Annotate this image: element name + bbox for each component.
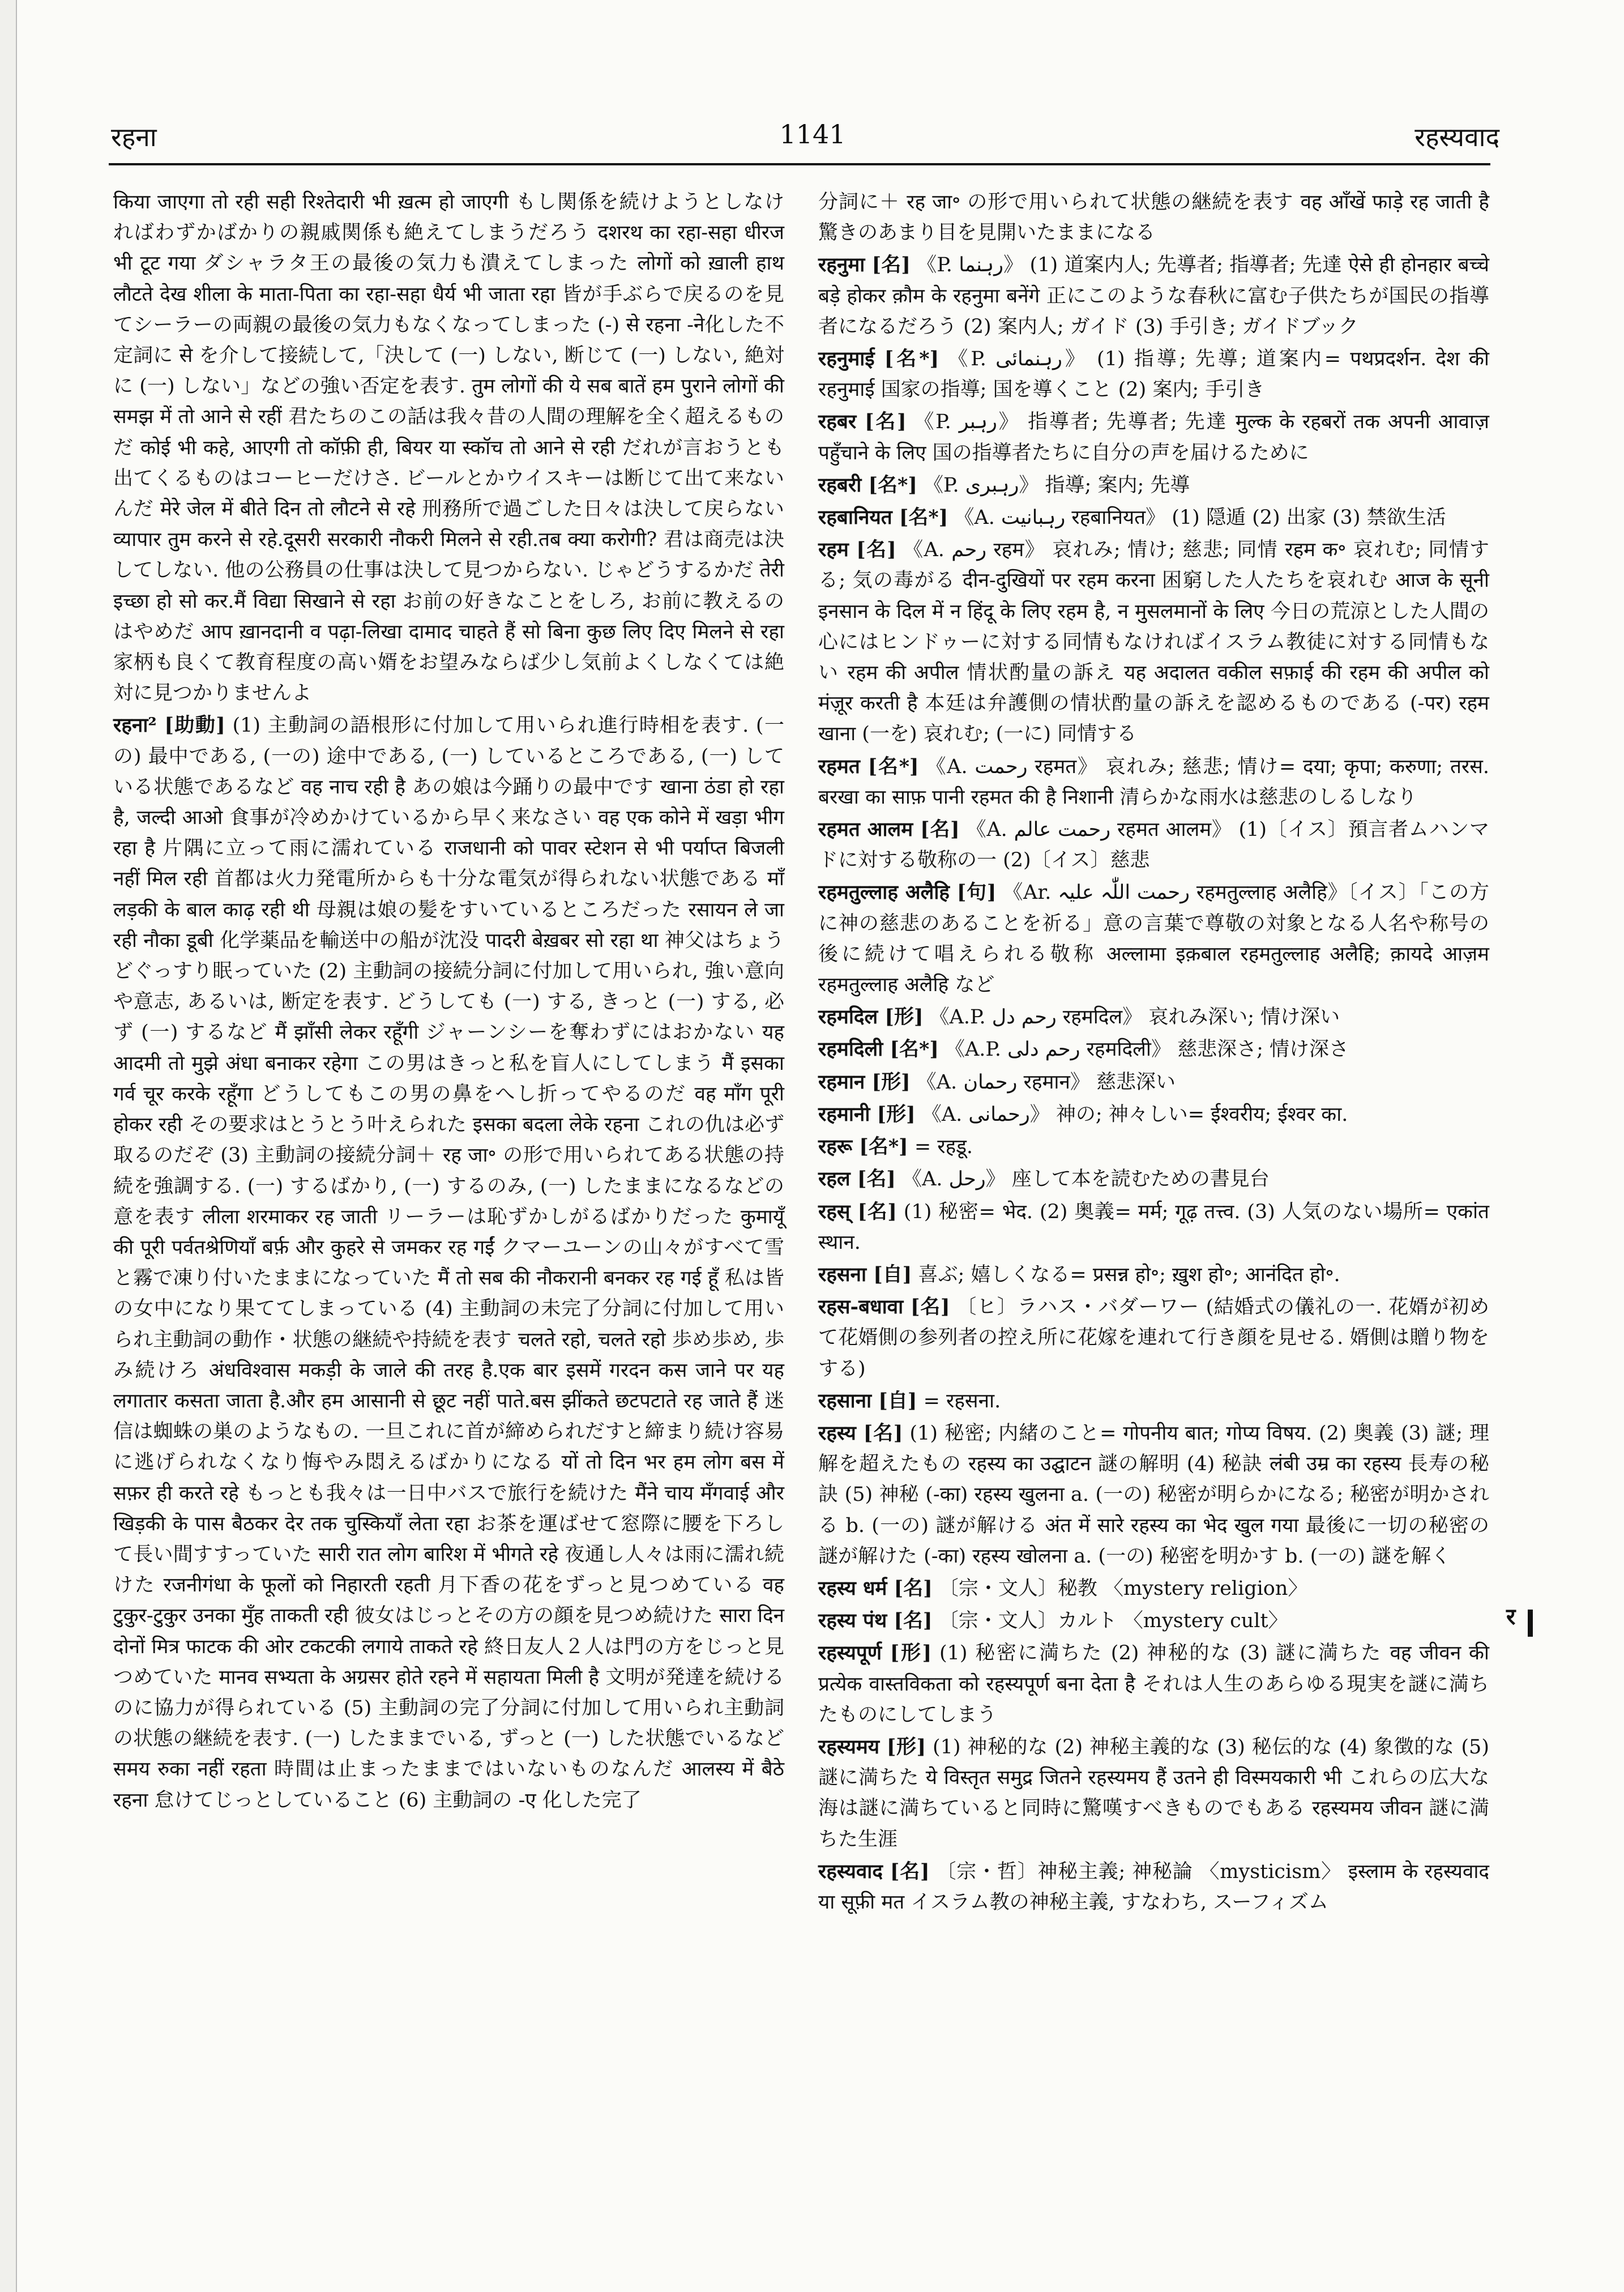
thumb-index-letter: र (1506, 1603, 1516, 1630)
dictionary-entry (818, 752, 1489, 813)
entry-definition: 《A.P. رحم دلی रहमदिली》 慈悲深さ; 情け深さ (945, 1038, 1349, 1061)
entry-headword: रहम [名] (818, 538, 896, 562)
entry-definition: (1) 神秘的な (2) 神秘主義的な (3) 秘伝的な (4) 象徴的な (5) 謎に満ちた ये विस्तृत समुद्र जितने रहस्यमय हैं उतने ही विस्मयकारी भी これらの広大な海は謎に満ちていると同時に驚嘆すべきものでもある रहस्यमय जीवन 謎に満ちた生涯 (818, 1735, 1489, 1851)
entry-definition: किया जाएगा तो रही सही रिश्तेदारी भी ख़त्म हो जाएगी もし関係を続けようとしなければわずかばかりの親戚関係も絶えてしまうだろう दशरथ का रहा-सहा धीरज भी टूट गया ダシャラタ王の最後の気力も潰えてしまった लोगों को ख़ाली हाथ लौटते देख शीला के माता-पिता का रहा-सहा धैर्य भी जाता रहा 皆が手ぶらで戻るのを見てシーラーの両親の最後の気力もなくなってしまった (-) से रहना -ने化した不定詞に से を介して接続して,「決して (一) しない, 断じて (一) しない, 絶対に (一) しない」などの強い否定を表す. तुम लोगों की ये सब बातें हम पुराने लोगों की समझ में तो आने से रहीं 君たちのこの話は我々昔の人間の理解を全く超えるものだ कोई भी कहे, आएगी तो कॉफ़ी ही, बियर या स्कॉच तो आने से रही だれが言おうとも出てくるものはコーヒーだけさ. ビールとかウイスキーは断じて出て来ないんだ मेरे जेल में बीते दिन तो लौटने से रहे 刑務所で過ごした日々は決して戻らない व्यापार तुम करने से रहे.दूसरी सरकारी नौकरी मिलने से रही.तब क्या करोगी? 君は商売は決してしない. 他の公務員の仕事は決して見つからない. じゃどうするかだ तेरी इच्छा हो सो कर.मैं विद्या सिखाने से रहा お前の好きなことをしろ, お前に教えるのはやめだ आप ख़ानदानी व पढ़ा-लिखा दामाद चाहते हैं सो बिना कुछ लिए दिए मिलने से रहा 家柄も良くて教育程度の高い婿をお望みならば少し気前よくしなくては絶対に見つかりませんよ (113, 191, 784, 705)
right-column (818, 187, 1489, 1918)
header-right-guideword: रहस्यवाद (1414, 122, 1499, 152)
entry-definition: 《Ar. رحمت اللّٰہ علیہ रहमतुल्लाह अलैहि》〔イス〕「この方に神の慈悲のあることを祈る」意の言葉で尊敬の対象となる人名や称号の後に続けて唱えられる敬称 अल्लामा इक़बाल रहमतुल्लाह अलैहि; क़ायदे आज़म रहमतुल्लाह अलैहि など (818, 881, 1489, 997)
entry-definition: 《A. رحمانی》 神の; 神々しい= ईश्वरीय; ईश्वर का. (921, 1103, 1348, 1126)
entry-definition: 《P. رہنمائی》 (1) 指導; 先導; 道案内= पथप्रदर्शन. देश की रहनुमाई 国家の指導; 国を導くこと (2) 案内; 手引き (818, 348, 1489, 402)
header-left-guideword: रहना (111, 122, 157, 152)
entry-headword: रहस्यमय [形] (818, 1735, 926, 1759)
entry-headword: रहस्य धर्म [名] (818, 1576, 933, 1600)
entry-definition: 《P. رہبر》 指導者; 先導者; 先達 मुल्क के रहबरों तक अपनी आवाज़ पहुँचाने के लिए 国の指導者たちに自分の声を届けるために (818, 411, 1489, 464)
entry-definition: 《A. رحمان रहमान》 慈悲深い (916, 1070, 1176, 1094)
entry-definition: (1) 秘密; 内緒のこと= गोपनीय बात; गोप्य विषय. (2) 奥義 (3) 謎; 理解を超えたもの रहस्य का उद्घाटन 謎の解明 (4) 秘訣 लंबी उम्र का रहस्य 長寿の秘訣 (5) 神秘 (-का) रहस्य खुलना a. (一の) 秘密が明らかになる; 秘密が明かされる b. (一の) 謎が解ける अंत में सारे रहस्य का भेद खुल गया 最後に一切の秘密の謎が解けた (-का) रहस्य खोलना a. (一の) 秘密を明かす b. (一の) 謎を解く (818, 1422, 1489, 1568)
entry-definition: 〔宗・文人〕カルト 〈mystery cult〉 (938, 1610, 1288, 1633)
dictionary-entry (818, 1067, 1489, 1098)
dictionary-entry (818, 1164, 1489, 1194)
entry-headword: रहसाना [自] (818, 1389, 917, 1412)
page-number: 1141 (779, 119, 846, 150)
entry-definition: (1) 秘密に満ちた (2) 神秘的な (3) 謎に満ちた वह जीवन की प्रत्येक वास्तविकता को रहस्यपूर्ण बना देता है それは人生のあらゆる現実を謎に満ちたものにしてしまう (818, 1642, 1489, 1726)
dictionary-entry (818, 407, 1489, 468)
entry-headword: रहरू [名*] (818, 1135, 908, 1159)
dictionary-entry (818, 1099, 1489, 1130)
entry-headword: रहबानियत [名*] (818, 506, 948, 530)
dictionary-entry (818, 814, 1489, 876)
entry-headword: रहमत [名*] (818, 754, 919, 778)
dictionary-entry (818, 1002, 1489, 1032)
dictionary-entry (818, 1386, 1489, 1416)
dictionary-entry (818, 1197, 1489, 1258)
entry-headword: रहसना [自] (818, 1262, 912, 1286)
entry-definition: 《A. رحم रहम》 哀れみ; 情け; 慈悲; 同情 रहम क॰ 哀れむ; 同情する; 気の毒がる दीन-दुखियों पर रहम करना 困窮した人たちを哀れむ आज के सूनी इनसान के दिल में न हिंदू के लिए रहम है, न मुसलमानों के लिए 今日の荒涼とした人間の心にはヒンドゥーに対する同情もなければイスラム教徒に対する同情もない रहम की अपील 情状酌量の訴え यह अदालत वकील सफ़ाई की रहम की अपील को मंज़ूर करती है 本廷は弁護側の情状酌量の訴えを認めるものである (-पर) रहम खाना (一を) 哀れむ; (一に) 同情する (818, 539, 1489, 746)
dictionary-entry (818, 877, 1489, 1000)
dictionary-entry (818, 1573, 1489, 1604)
entry-headword: रहनुमा [名] (818, 253, 911, 277)
dictionary-entry (818, 344, 1489, 405)
dictionary-entry (818, 1292, 1489, 1384)
entry-headword: रहमत आलम [名] (818, 818, 960, 842)
dictionary-entry (818, 1418, 1489, 1572)
entry-definition: 《A. رحل》 座して本を読むための書見台 (902, 1168, 1270, 1191)
entry-definition: 〔宗・文人〕秘教 〈mystery religion〉 (938, 1577, 1308, 1600)
entry-definition: = रहडू. (914, 1136, 973, 1159)
dictionary-entry (818, 1638, 1489, 1730)
entry-definition: 《P. رہنما》 (1) 道案内人; 先導者; 指導者; 先達 ऐसे ही होनहार बच्चे बड़े होकर क़ौम के रहनुमा बनेंगे 正にこのような春秋に富む子供たちが国民の指導者になるだろう (2) 案内人; ガイド (3) 手引き; ガイドブック (818, 254, 1489, 338)
entry-headword: रहस्यवाद [名] (818, 1859, 930, 1883)
dictionary-entry (818, 1856, 1489, 1918)
header-rule (109, 163, 1490, 165)
dictionary-entry (818, 1732, 1489, 1855)
entry-definition: 分詞に＋ रह जा॰ の形で用いられて状態の継続を表す वह आँखें फाड़े रह जाती है 驚きのあまり目を見開いたままになる (818, 191, 1489, 245)
entry-headword: रहस-बधावा [名] (818, 1295, 950, 1319)
entry-headword: रहस् [名] (818, 1200, 897, 1223)
entry-definition: 〔ヒ〕ラハス・バダーワー (結婚式の儀礼の一. 花婿が初めて花婿側の参列者の控え所に花嫁を連れて行き顔を見せる. 婿側は贈り物をする) (818, 1296, 1489, 1380)
dictionary-entry (818, 1034, 1489, 1065)
dictionary-entry (818, 187, 1489, 248)
entry-headword: रहस्य [名] (818, 1421, 903, 1445)
entry-headword: रहमतुल्लाह अलैहि [句] (818, 881, 997, 904)
left-column (113, 187, 784, 1816)
dictionary-entry (818, 502, 1489, 533)
entry-definition: 〔宗・哲〕神秘主義; 神秘論 〈mysticism〉 इस्लाम के रहस्यवाद या सूफ़ी मत イスラム教の神秘主義, すなわち, スーフィズム (818, 1860, 1489, 1914)
dictionary-entry (818, 1132, 1489, 1162)
thumb-index-bar (1528, 1610, 1533, 1637)
entry-headword: रहनुमाई [名*] (818, 347, 939, 371)
entry-definition: 《A. رحمت عالم रहमत आलम》 (1)〔イス〕預言者ムハンマドに対する敬称の一 (2)〔イス〕慈悲 (818, 818, 1489, 872)
dictionary-entry (818, 250, 1489, 342)
entry-definition: 喜ぶ; 嬉しくなる= प्रसन्न हो॰; ख़ुश हो॰; आनंदित हो॰. (918, 1263, 1340, 1286)
entry-definition: 《A. رہبانیت रहबानियत》 (1) 隠遁 (2) 出家 (3) 禁欲生活 (954, 506, 1446, 530)
entry-headword: रहमान [形] (818, 1070, 911, 1094)
dictionary-entry (818, 1606, 1489, 1636)
entry-headword: रहमदिल [形] (818, 1005, 924, 1029)
page-binding-edge (0, 0, 17, 2292)
entry-definition: (1) 主動詞の語根形に付加して用いられ進行時相を表す. (一の) 最中である, (一の) 途中である, (一) しているところである, (一) している状態であるなど वह नाच रही है あの娘は今踊りの最中です खाना ठंडा हो रहा है, जल्दी आओ 食事が冷めかけているから早く来なさい वह एक कोने में खड़ा भीग रहा है 片隅に立って雨に濡れている राजधानी को पावर स्टेशन से भी पर्याप्त बिजली नहीं मिल रही 首都は火力発電所からも十分な電気が得られない状態である माँ लड़की के बाल काढ़ रही थी 母親は娘の髪をすいているところだった रसायन ले जा रही नौका डूबी 化学薬品を輸送中の船が沈没 पादरी बेख़बर सो रहा था 神父はちょうどぐっすり眠っていた (2) 主動詞の接続分詞に付加して用いられ, 強い意向や意志, あるいは, 断定を表す. どうしても (一) する, きっと (一) する, 必ず (一) するなど मैं झाँसी लेकर रहूँगी ジャーンシーを奪わずにはおかない यह आदमी तो मुझे अंधा बनाकर रहेगा この男はきっと私を盲人にしてしまう मैं इसका गर्व चूर करके रहूँगा どうしてもこの男の鼻をへし折ってやるのだ वह माँग पूरी होकर रही その要求はとうとう叶えられた इसका बदला लेके रहना これの仇は必ず取るのだぞ (3) 主動詞の接続分詞＋ रह जा॰ の形で用いられてある状態の持続を強調する. (一) するばかり, (一) するのみ, (一) したままになるなどの意を表す लीला शरमाकर रह जाती リーラーは恥ずかしがるばかりだった कुमायूँ की पूरी पर्वतश्रेणियाँ बर्फ़ और कुहरे से जमकर रह गईं クマーユーンの山々がすべて雪と霧で凍り付いたままになっていた मैं तो सब की नौकरानी बनकर रह गई हूँ 私は皆の女中になり果ててしまっている (4) 主動詞の未完了分詞に付加して用いられ主動詞の動作・状態の継続や持続を表す चलते रहो, चलते रहो 歩め歩め, 歩み続けろ अंधविश्वास मकड़ी के जाले की तरह है.एक बार इसमें गरदन कस जाने पर यह लगातार कसता जाता है.और हम आसानी से छूट नहीं पाते.बस झींकते छटपटाते रह जाते हैं 迷信は蜘蛛の巣のようなもの. 一旦これに首が締められだすと締まり続け容易に逃げられなくなり悔やみ悶えるばかりになる यों तो दिन भर हम लोग बस में सफ़र ही करते रहे もっとも我々は一日中バスで旅行を続けた मैंने चाय मँगवाई और खिड़की के पास बैठकर देर तक चुस्कियाँ लेता रहा お茶を運ばせて窓際に腰を下ろして長い間すすっていた सारी रात लोग बारिश में भीगते रहे 夜通し人々は雨に濡れ続けた रजनीगंधा के फूलों को निहारती रहती 月下香の花をずっと見つめている वह टुकुर-टुकुर उनका मुँह ताकती रही 彼女はじっとその方の顔を見つめ続けた सारा दिन दोनों मित्र फाटक की ओर टकटकी लगाये ताकते रहे 終日友人２人は門の方をじっと見つめていた मानव सभ्यता के अग्रसर होते रहने में सहायता मिली है 文明が発達を続けるのに協力が得られている (5) 主動詞の完了分詞に付加して用いられ主動詞の状態の継続を表す. (一) したままでいる, ずっと (一) した状態でいるなど समय रुका नहीं रहता 時間は止まったままではいないものなんだ आलस्य में बैठे रहना 怠けてじっとしていること (6) 主動詞の -ए 化した完了 (113, 714, 784, 1812)
dictionary-entry (113, 187, 784, 708)
entry-headword: रहबरी [名*] (818, 473, 917, 497)
entry-headword: रहबर [名] (818, 410, 907, 434)
dictionary-entry (818, 535, 1489, 749)
entry-headword: रहमानी [形] (818, 1102, 916, 1126)
entry-definition: = रहसना. (923, 1389, 1001, 1412)
entry-headword: रहमदिली [名*] (818, 1038, 939, 1061)
dictionary-entry (113, 710, 784, 1815)
entry-headword: रहना² [助動] (113, 714, 225, 737)
entry-headword: रहस्य पंथ [名] (818, 1609, 933, 1633)
entry-definition: 《A. رحمت रहमत》 哀れみ; 慈悲; 情け= दया; कृपा; करुणा; तरस. बरखा का साफ़ पानी रहमत की है निशानी 清らかな雨水は慈悲のしるしなり (818, 755, 1489, 809)
dictionary-entry (818, 470, 1489, 501)
dictionary-entry (818, 1260, 1489, 1290)
entry-headword: रहल [名] (818, 1167, 896, 1191)
entry-definition: 《A.P. رحم دل रहमदिल》 哀れみ深い; 情け深い (929, 1006, 1340, 1029)
entry-headword: रहस्यपूर्ण [形] (818, 1641, 932, 1665)
entry-definition: 《P. رہبری》 指導; 案内; 先導 (924, 473, 1190, 497)
entry-definition: (1) 秘密= भेद. (2) 奥義= मर्म; गूढ़ तत्त्व. (3) 人気のない場所= एकांत स्थान. (818, 1200, 1489, 1254)
